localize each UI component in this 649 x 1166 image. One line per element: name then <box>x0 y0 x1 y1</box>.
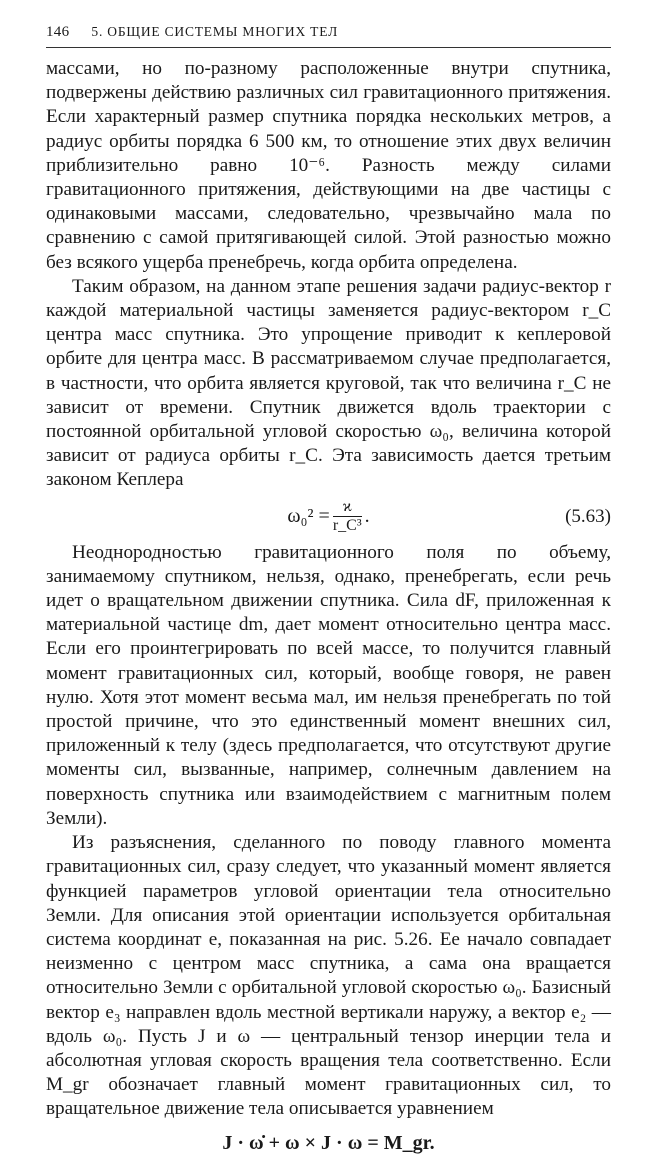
equation-5-63 <box>46 493 611 541</box>
equation-lhs: ω₀² = <box>287 505 330 528</box>
paragraph-3: Неоднородностью гравитационного поля по объему, занимаемому спутником, нельзя, однако, пренебрегать, если речь идет о вращательном движении спутника. Сила dF, приложенная к материальной частице dm, дает момент относительно центра масс. Если его проинтегрировать по всей массе, то получится главный момент гравитационных сил, который, вообще говоря, не равен нулю. Хотя этот момент весьма мал, им нельзя пренебрегать по той простой причине, что это единственный момент внешних сил, приложенный к телу (здесь предполагается, что отсутствуют другие моменты сил, вызванные, например, солнечным давлением на поверхность спутника или взаимодействием с магнитным полем Земли). <box>46 541 611 829</box>
equation-final: J · ω̇ + ω × J · ω = M_gr. <box>222 1132 435 1155</box>
equation-fraction <box>333 498 362 535</box>
paragraph-2: Таким образом, на данном этапе решения задачи радиус-вектор r каждой материальной частицы заменяется радиус-вектором r_C центра масс спутника. Это упрощение приводит к кеплеровой орбите для центра масс. В рассматриваемом случае предполагается, в частности, что орбита является круговой, так что величина r_C не зависит от времени. Спутник движется вдоль траектории с постоянной орбитальной угловой скоростью ω₀, величина которой зависит от радиуса орбиты r_C. Эта зависимость дается третьим законом Кеплера <box>46 275 611 491</box>
page-number: 146 <box>46 24 70 40</box>
fraction-denominator: r_C³ <box>332 517 362 535</box>
equation-number: (5.63) <box>565 505 611 527</box>
equation-rotational-motion <box>46 1122 611 1166</box>
equation-tail: . <box>364 505 370 528</box>
running-header <box>46 24 611 48</box>
paragraph-4: Из разъяснения, сделанного по поводу главного момента гравитационных сил, сразу следует, что указанный момент является функцией параметров угловой ориентации тела относительно Земли. Для описания этой ориентации используется орбитальная система координат e, показанная на рис. 5.26. Ее начало совпадает неизменно с центром масс спутника, а сама она вращается относительно Земли с орбитальной угловой скоростью ω₀. Базисный вектор e₃ направлен вдоль местной вертикали наружу, а вектор e₂ — вдоль ω₀. Пусть J и ω — центральный тензор инерции тела и абсолютная угловая скорость вращения тела соответственно. Если M_gr обозначает главный момент гравитационных сил, то вращательное движение тела описывается уравнением <box>46 832 611 1120</box>
paragraph-1: массами, но по-разному расположенные внутри спутника, подвержены действию различных сил гравитационного притяжения. Если характерный размер спутника порядка нескольких метров, а радиус орбиты порядка 6 500 км, то отношение этих двух величин приблизительно равно 10⁻⁶. Разность между силами гравитационного притяжения, действующими на две частицы с одинаковыми массами, следовательно, чрезвычайно мала по сравнению с самой притягивающей силой. Этой разностью можно без всякого ущерба пренебречь, когда орбита определена. <box>46 58 611 273</box>
chapter-title: 5. ОБЩИЕ СИСТЕМЫ МНОГИХ ТЕЛ <box>91 24 339 39</box>
fraction-numerator: ϰ <box>342 498 352 516</box>
